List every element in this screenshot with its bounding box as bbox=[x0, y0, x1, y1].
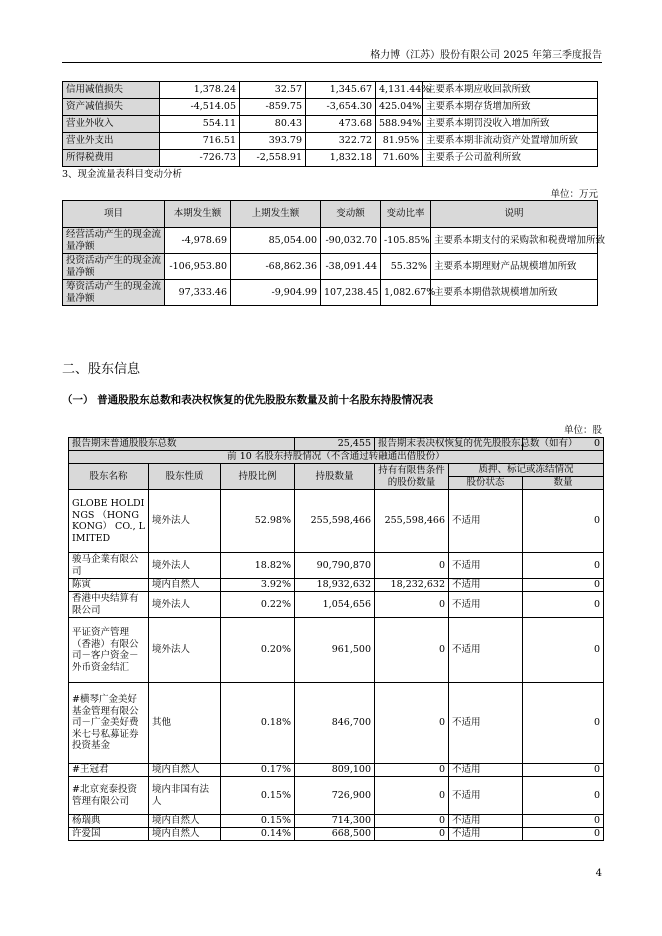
profit-row bbox=[63, 133, 598, 150]
profit-change: 322.72 bbox=[306, 133, 376, 150]
shareholder-row bbox=[69, 553, 604, 579]
header-prior: 上期发生额 bbox=[231, 201, 321, 228]
cashflow-prior: -68,862.36 bbox=[231, 254, 321, 280]
header-ratio: 变动比率 bbox=[381, 201, 431, 228]
profit-ratio: 4,131.44% bbox=[376, 82, 423, 99]
shareholder-nature: 境内非国有法人 bbox=[149, 777, 221, 815]
cashflow-current: 97,333.46 bbox=[165, 280, 231, 306]
shareholder-name: #北京兖泰投资管理有限公司 bbox=[69, 777, 149, 815]
shareholder-name: 陈寅 bbox=[69, 579, 149, 592]
cashflow-change: -38,091.44 bbox=[321, 254, 381, 280]
shareholder-row bbox=[69, 618, 604, 683]
shareholder-table bbox=[68, 437, 604, 841]
shareholder-restricted: 0 bbox=[375, 828, 449, 841]
shareholder-nature: 境外法人 bbox=[149, 618, 221, 683]
shareholder-restricted: 0 bbox=[375, 618, 449, 683]
shareholder-status: 不适用 bbox=[449, 777, 523, 815]
cashflow-prior: 85,054.00 bbox=[231, 228, 321, 254]
profit-current: 1,378.24 bbox=[160, 82, 240, 99]
cashflow-item: 筹资活动产生的现金流量净额 bbox=[63, 280, 165, 306]
sh-header-count: 数量 bbox=[523, 477, 604, 490]
profit-item: 营业外支出 bbox=[63, 133, 160, 150]
sh-header-pledge: 质押、标记或冻结情况 bbox=[449, 464, 604, 477]
cashflow-unit: 单位：万元 bbox=[550, 189, 598, 200]
shareholder-name: 杨瑞典 bbox=[69, 815, 149, 828]
cashflow-change: 107,238.45 bbox=[321, 280, 381, 306]
profit-item: 所得税费用 bbox=[63, 150, 160, 167]
shareholder-restricted: 18,232,632 bbox=[375, 579, 449, 592]
profit-row bbox=[63, 82, 598, 99]
shareholder-nature: 境外法人 bbox=[149, 490, 221, 553]
shareholder-nature: 境内自然人 bbox=[149, 828, 221, 841]
shareholder-ratio: 0.15% bbox=[221, 777, 295, 815]
shareholder-name: #王冠君 bbox=[69, 764, 149, 777]
shareholder-name: 香港中央结算有限公司 bbox=[69, 592, 149, 618]
cashflow-section-title: 3、现金流量表科目变动分析 bbox=[62, 169, 183, 180]
shareholder-ratio: 0.22% bbox=[221, 592, 295, 618]
shareholder-qty: 961,500 bbox=[295, 618, 375, 683]
profit-item: 营业外收入 bbox=[63, 116, 160, 133]
shareholder-status: 不适用 bbox=[449, 683, 523, 764]
shareholder-row bbox=[69, 815, 604, 828]
shareholder-section-title: 二、股东信息 bbox=[62, 362, 141, 377]
shareholder-nature: 境外法人 bbox=[149, 592, 221, 618]
shareholder-count: 0 bbox=[523, 683, 604, 764]
shareholder-nature: 境内自然人 bbox=[149, 815, 221, 828]
shareholder-name: GLOBE HOLDINGS （HONG KONG） CO., LIMITED bbox=[69, 490, 149, 553]
shareholder-qty: 809,100 bbox=[295, 764, 375, 777]
profit-change-table bbox=[62, 81, 598, 167]
profit-ratio: 71.60% bbox=[376, 150, 423, 167]
shareholder-sub-title: （一） 普通股股东总数和表决权恢复的优先股股东数量及前十名股东持股情况表 bbox=[62, 394, 434, 406]
shareholder-ratio: 0.15% bbox=[221, 815, 295, 828]
shareholder-status: 不适用 bbox=[449, 490, 523, 553]
profit-current: 716.51 bbox=[160, 133, 240, 150]
profit-change: 1,345.67 bbox=[306, 82, 376, 99]
shareholder-ratio: 0.18% bbox=[221, 683, 295, 764]
cashflow-note: 主要系本期理财产品规模增加所致 bbox=[431, 254, 598, 280]
shareholder-restricted: 0 bbox=[375, 764, 449, 777]
shareholder-row bbox=[69, 683, 604, 764]
shareholder-ratio: 0.20% bbox=[221, 618, 295, 683]
shareholder-qty: 846,700 bbox=[295, 683, 375, 764]
cashflow-row bbox=[63, 254, 598, 280]
shareholder-count: 0 bbox=[523, 592, 604, 618]
page-number: 4 bbox=[595, 868, 602, 879]
shareholder-unit: 单位：股 bbox=[563, 425, 602, 436]
cashflow-ratio: 55.32% bbox=[381, 254, 431, 280]
shareholder-restricted: 0 bbox=[375, 553, 449, 579]
profit-note: 主要系本期存货增加所致 bbox=[423, 99, 598, 116]
shareholder-status: 不适用 bbox=[449, 592, 523, 618]
shareholder-nature: 境外法人 bbox=[149, 553, 221, 579]
cashflow-row bbox=[63, 228, 598, 254]
profit-row bbox=[63, 150, 598, 167]
shareholder-qty: 255,598,466 bbox=[295, 490, 375, 553]
sh-header-name: 股东名称 bbox=[69, 464, 149, 490]
profit-prior: 32.57 bbox=[240, 82, 306, 99]
shareholder-qty: 726,900 bbox=[295, 777, 375, 815]
sh-header-restricted: 持有有限售条件的股份数量 bbox=[375, 464, 449, 490]
cashflow-current: -4,978.69 bbox=[165, 228, 231, 254]
shareholder-nature: 境内自然人 bbox=[149, 764, 221, 777]
shareholder-count: 0 bbox=[523, 490, 604, 553]
shareholder-nature: 境内自然人 bbox=[149, 579, 221, 592]
header-current: 本期发生额 bbox=[165, 201, 231, 228]
cashflow-change: -90,032.70 bbox=[321, 228, 381, 254]
shareholder-status: 不适用 bbox=[449, 815, 523, 828]
header-rule bbox=[62, 62, 602, 63]
profit-ratio: 588.94% bbox=[376, 116, 423, 133]
cashflow-change-table bbox=[62, 200, 606, 306]
profit-note: 主要系本期非流动资产处置增加所致 bbox=[423, 133, 598, 150]
profit-prior: 80.43 bbox=[240, 116, 306, 133]
sh-header-row-1 bbox=[69, 464, 604, 477]
shareholder-ratio: 0.14% bbox=[221, 828, 295, 841]
cashflow-note: 主要系本期支付的采购款和税费增加所致 bbox=[431, 228, 598, 254]
cashflow-header-row bbox=[63, 201, 598, 228]
shareholder-name: 许爱国 bbox=[69, 828, 149, 841]
cashflow-current: -106,953.80 bbox=[165, 254, 231, 280]
shareholder-restricted: 255,598,466 bbox=[375, 490, 449, 553]
header-change: 变动额 bbox=[321, 201, 381, 228]
sh-header-nature: 股东性质 bbox=[149, 464, 221, 490]
sh-header-status: 股份状态 bbox=[449, 477, 523, 490]
profit-row bbox=[63, 99, 598, 116]
profit-note: 主要系本期应收回款所致 bbox=[423, 82, 598, 99]
cashflow-ratio: 1,082.67% bbox=[381, 280, 431, 306]
profit-row bbox=[63, 116, 598, 133]
shareholder-restricted: 0 bbox=[375, 815, 449, 828]
shareholder-row bbox=[69, 828, 604, 841]
top10-title: 前 10 名股东持股情况（不含通过转融通出借股份） bbox=[69, 451, 604, 464]
shareholder-qty: 714,300 bbox=[295, 815, 375, 828]
shareholder-qty: 90,790,870 bbox=[295, 553, 375, 579]
cashflow-item: 投资活动产生的现金流量净额 bbox=[63, 254, 165, 280]
profit-change: 473.68 bbox=[306, 116, 376, 133]
shareholder-qty: 1,054,656 bbox=[295, 592, 375, 618]
profit-change: -3,654.30 bbox=[306, 99, 376, 116]
shareholder-ratio: 0.17% bbox=[221, 764, 295, 777]
cashflow-ratio: -105.85% bbox=[381, 228, 431, 254]
shareholder-status: 不适用 bbox=[449, 579, 523, 592]
profit-prior: -859.75 bbox=[240, 99, 306, 116]
shareholder-restricted: 0 bbox=[375, 592, 449, 618]
profit-note: 主要系子公司盈利所致 bbox=[423, 150, 598, 167]
shareholder-row bbox=[69, 490, 604, 553]
shareholder-qty: 18,932,632 bbox=[295, 579, 375, 592]
shareholder-ratio: 3.92% bbox=[221, 579, 295, 592]
sh-header-qty: 持股数量 bbox=[295, 464, 375, 490]
total-value: 25,455 bbox=[295, 438, 375, 451]
profit-current: -726.73 bbox=[160, 150, 240, 167]
profit-ratio: 81.95% bbox=[376, 133, 423, 150]
shareholder-qty: 668,500 bbox=[295, 828, 375, 841]
shareholder-row bbox=[69, 764, 604, 777]
shareholder-name: #横琴广金美好基金管理有限公司－广金美好费米七号私募证券投资基金 bbox=[69, 683, 149, 764]
cashflow-row bbox=[63, 280, 598, 306]
cashflow-note: 主要系本期借款规模增加所致 bbox=[431, 280, 598, 306]
sh-header-ratio: 持股比例 bbox=[221, 464, 295, 490]
shareholder-count: 0 bbox=[523, 777, 604, 815]
profit-item: 资产减值损失 bbox=[63, 99, 160, 116]
shareholder-count: 0 bbox=[523, 815, 604, 828]
shareholder-nature: 其他 bbox=[149, 683, 221, 764]
profit-prior: 393.79 bbox=[240, 133, 306, 150]
shareholder-ratio: 18.82% bbox=[221, 553, 295, 579]
header-item: 项目 bbox=[63, 201, 165, 228]
shareholder-restricted: 0 bbox=[375, 777, 449, 815]
total-label: 报告期末普通股股东总数 bbox=[69, 438, 295, 451]
cashflow-prior: -9,904.99 bbox=[231, 280, 321, 306]
shareholder-row bbox=[69, 777, 604, 815]
header-note: 说明 bbox=[431, 201, 598, 228]
shareholder-row bbox=[69, 592, 604, 618]
shareholder-count: 0 bbox=[523, 553, 604, 579]
total-row bbox=[69, 438, 604, 451]
profit-current: 554.11 bbox=[160, 116, 240, 133]
shareholder-count: 0 bbox=[523, 618, 604, 683]
cashflow-item: 经营活动产生的现金流量净额 bbox=[63, 228, 165, 254]
shareholder-count: 0 bbox=[523, 828, 604, 841]
profit-prior: -2,558.91 bbox=[240, 150, 306, 167]
shareholder-status: 不适用 bbox=[449, 764, 523, 777]
profit-item: 信用减值损失 bbox=[63, 82, 160, 99]
shareholder-count: 0 bbox=[523, 579, 604, 592]
top10-title-row bbox=[69, 451, 604, 464]
pref-label: 报告期末表决权恢复的优先股股东总数（如有） bbox=[375, 438, 523, 451]
shareholder-status: 不适用 bbox=[449, 618, 523, 683]
shareholder-restricted: 0 bbox=[375, 683, 449, 764]
profit-change: 1,832.18 bbox=[306, 150, 376, 167]
profit-current: -4,514.05 bbox=[160, 99, 240, 116]
profit-note: 主要系本期罚没收入增加所致 bbox=[423, 116, 598, 133]
shareholder-status: 不适用 bbox=[449, 553, 523, 579]
pref-value: 0 bbox=[523, 438, 604, 451]
shareholder-status: 不适用 bbox=[449, 828, 523, 841]
shareholder-name: 骏马企業有限公司 bbox=[69, 553, 149, 579]
shareholder-name: 平证资产管理（香港）有限公司－客户资金－外币资金结汇 bbox=[69, 618, 149, 683]
shareholder-row bbox=[69, 579, 604, 592]
profit-ratio: 425.04% bbox=[376, 99, 423, 116]
report-header: 格力博（江苏）股份有限公司 2025 年第三季度报告 bbox=[370, 50, 602, 61]
shareholder-ratio: 52.98% bbox=[221, 490, 295, 553]
shareholder-count: 0 bbox=[523, 764, 604, 777]
